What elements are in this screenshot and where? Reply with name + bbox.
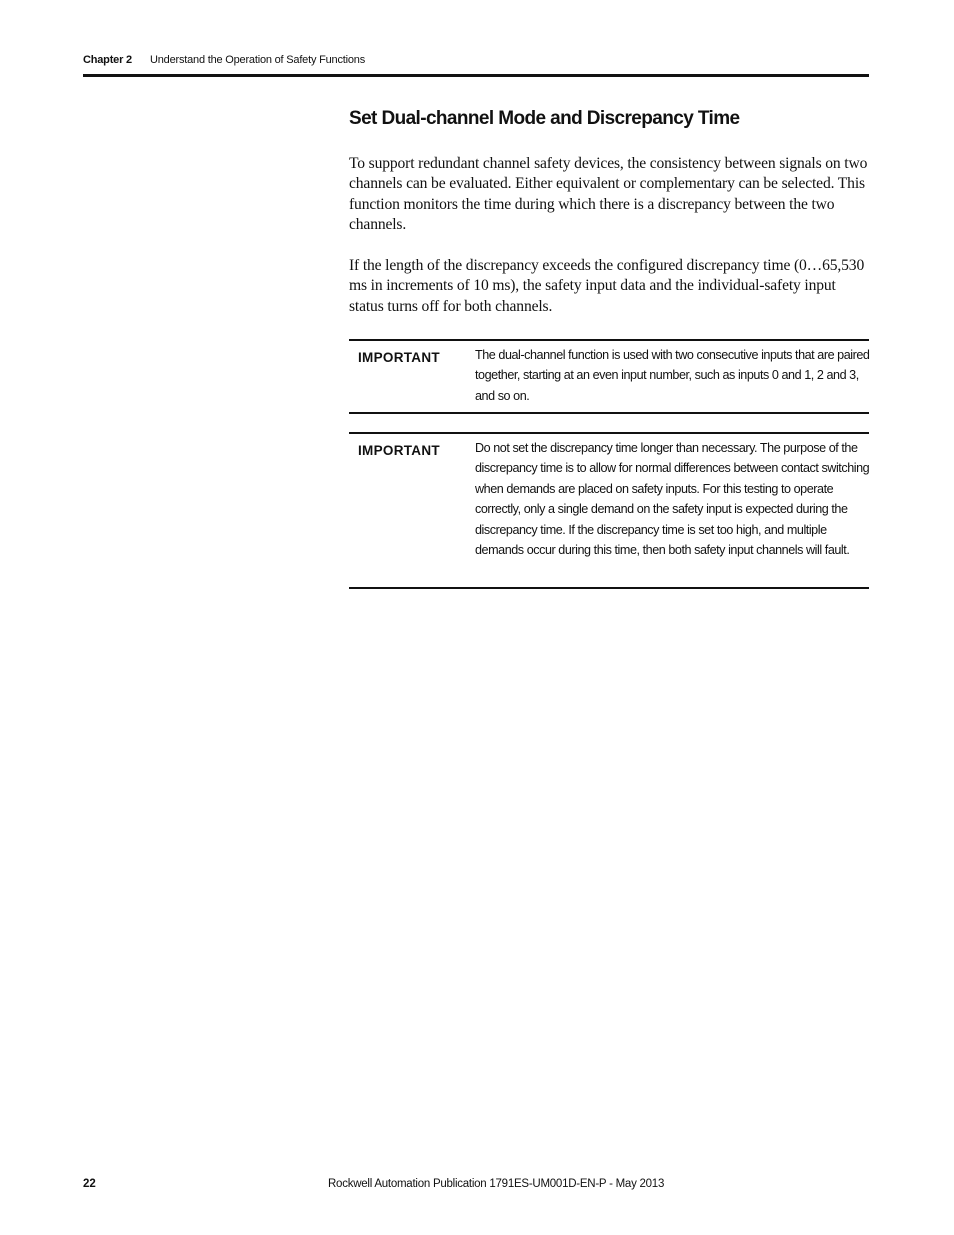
important-label: IMPORTANT: [358, 350, 440, 365]
important-note-1: [349, 339, 869, 414]
chapter-label: Chapter 2: [83, 54, 132, 66]
page-number: 22: [83, 1178, 96, 1190]
body-paragraph-2: If the length of the discrepancy exceeds the configured discrepancy time (0…65,530 ms in increments of 10 ms), the safety input data and the individual-safety input status turns off for both channels.: [349, 257, 865, 315]
important-note-text: Do not set the discrepancy time longer than necessary. The purpose of the discrepancy time is to allow for normal differences between contact switching when demands are placed on safety inputs. For this testing to operate correctly, only a single demand on the safety input is expected during the discrepancy time. If the discrepancy time is set too high, and multiple demands occur during this time, then both safety input channels will fault.: [475, 441, 870, 558]
body-paragraph-1: To support redundant channel safety devices, the consistency between signals on two channels can be evaluated. Either equivalent or complementary can be selected. This function monitors the time during which there is a discrepancy between the two channels.: [349, 155, 868, 234]
running-header: [83, 52, 869, 68]
section-title: Set Dual-channel Mode and Discrepancy Time: [349, 108, 740, 129]
publication-footer: Rockwell Automation Publication 1791ES-UM001D-EN-P - May 2013: [328, 1178, 665, 1190]
important-note-text: The dual-channel function is used with two consecutive inputs that are paired together, starting at an even input number, such as inputs 0 and 1, 2 and 3, and so on.: [475, 348, 870, 403]
chapter-title: Understand the Operation of Safety Functions: [150, 54, 365, 66]
important-note-2: [349, 432, 869, 589]
header-divider: [83, 74, 869, 77]
important-label: IMPORTANT: [358, 443, 440, 458]
